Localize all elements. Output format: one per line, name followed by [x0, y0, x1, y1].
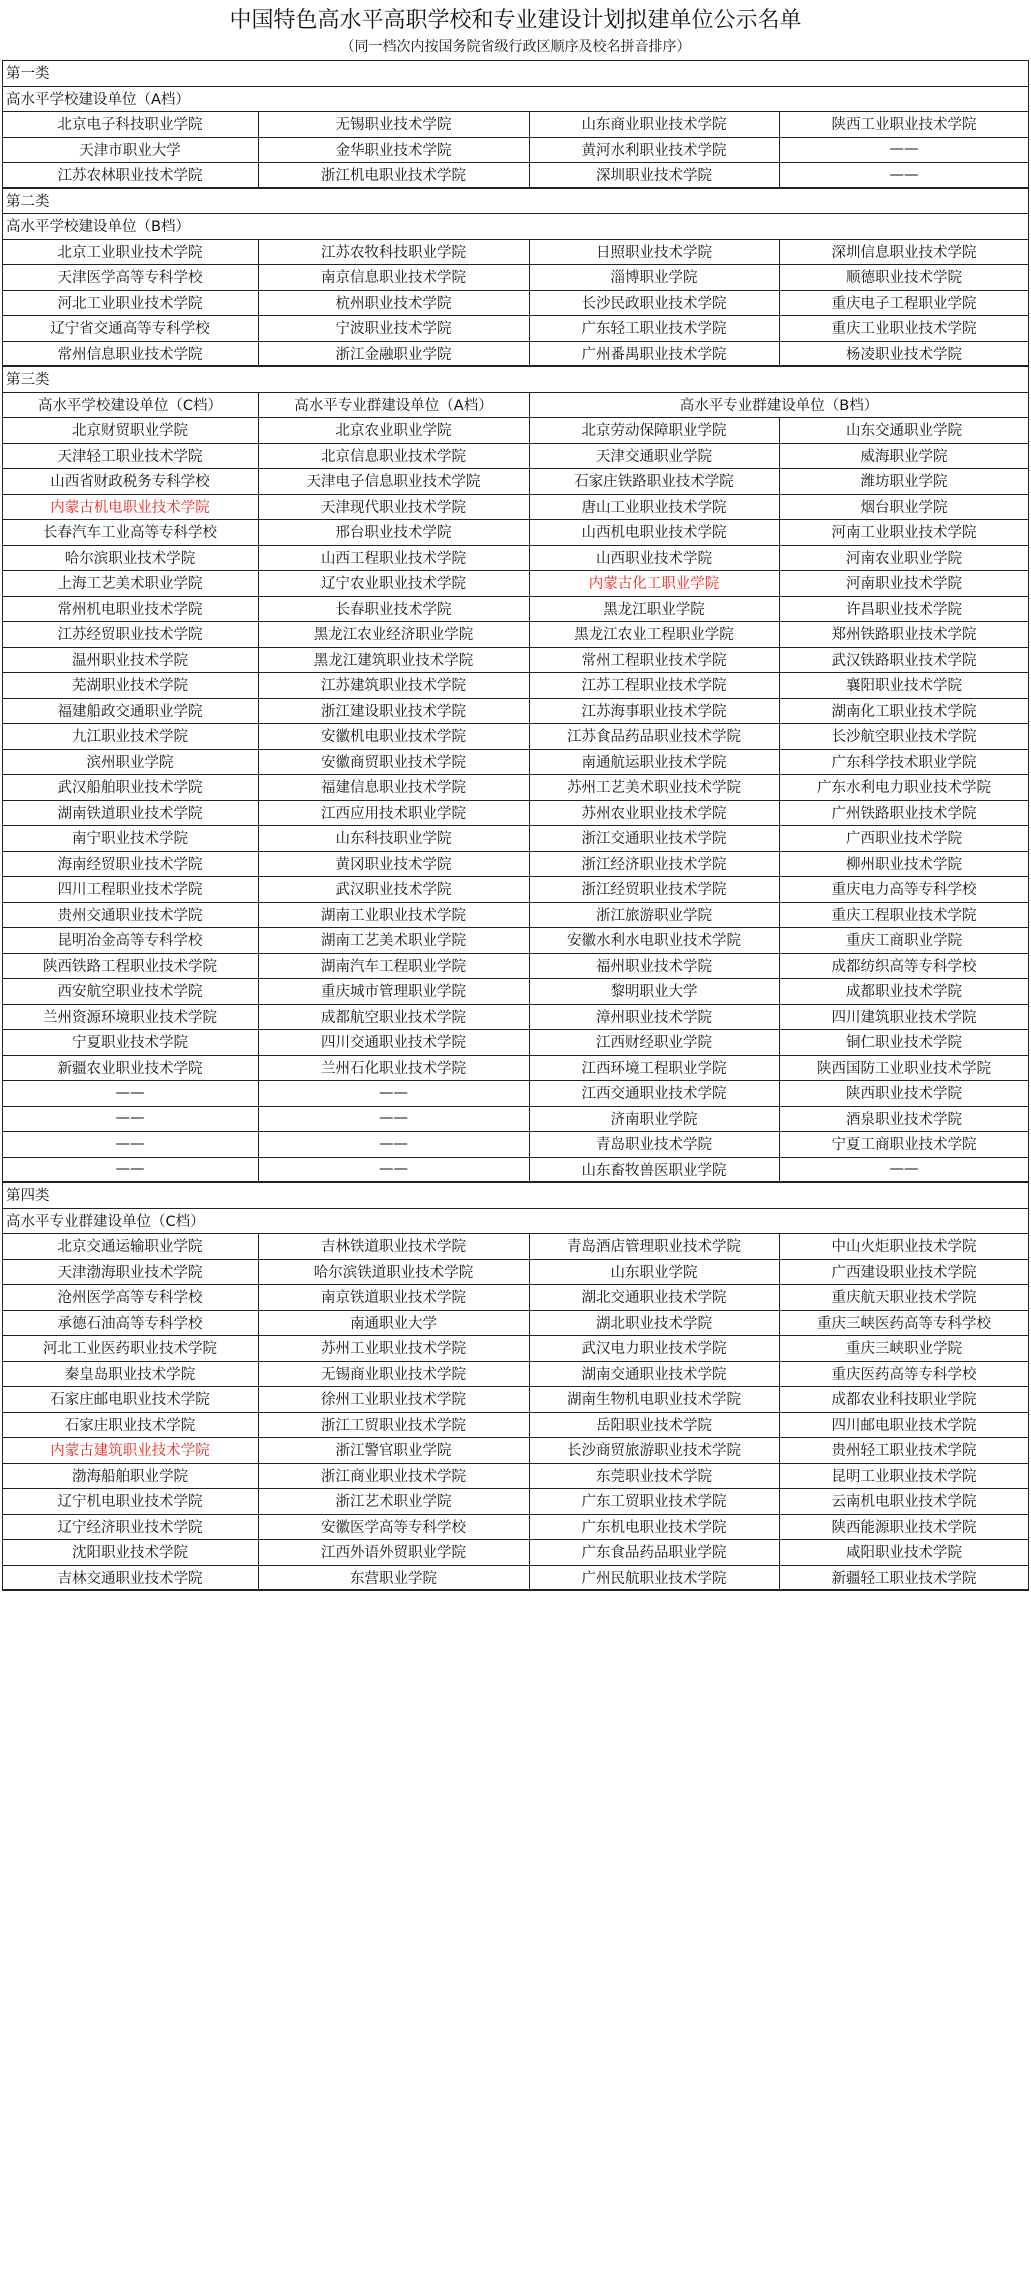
school-cell: 芜湖职业技术学院	[72, 678, 188, 695]
school-cell: 重庆城市管理职业学院	[321, 984, 466, 1001]
school-cell: 石家庄邮电职业技术学院	[50, 1392, 210, 1409]
school-cell: 烟台职业学院	[860, 499, 948, 516]
school-cell: 广州民航职业技术学院	[581, 1570, 727, 1587]
school-cell: 黑龙江建筑职业技术学院	[313, 652, 474, 669]
school-cell: 苏州工艺美术职业技术学院	[567, 780, 741, 797]
school-cell: 江苏食品药品职业技术学院	[567, 729, 741, 746]
school-cell: 四川建筑职业技术学院	[831, 1009, 977, 1026]
grid-line	[779, 1233, 780, 1590]
school-cell: 潍坊职业学院	[860, 474, 948, 491]
school-cell: 江苏农牧科技职业学院	[321, 244, 466, 261]
school-cell: 重庆电力高等专科学校	[831, 882, 977, 899]
school-cell: 沧州医学高等专科学校	[57, 1290, 203, 1307]
school-cell: 北京电子科技职业学院	[57, 117, 203, 134]
school-cell: 辽宁经济职业技术学院	[57, 1519, 203, 1536]
school-cell: 海南经贸职业技术学院	[57, 856, 203, 873]
school-cell: 金华职业技术学院	[335, 142, 452, 159]
school-cell: 石家庄铁路职业技术学院	[574, 474, 734, 491]
school-cell: 福建信息职业技术学院	[321, 780, 466, 797]
school-cell: 武汉职业技术学院	[335, 882, 452, 899]
school-cell: 四川邮电职业技术学院	[831, 1417, 977, 1434]
school-cell: 浙江警官职业学院	[335, 1443, 452, 1460]
empty-cell: ——	[115, 1110, 145, 1127]
school-cell: 长沙商贸旅游职业技术学院	[567, 1443, 741, 1460]
school-cell: 江西应用技术职业学院	[321, 805, 466, 822]
empty-cell: ——	[115, 1135, 145, 1152]
school-cell: 南京信息职业技术学院	[321, 270, 466, 287]
empty-cell: ——	[379, 1084, 408, 1101]
school-cell: 天津轻工职业技术学院	[57, 448, 203, 465]
school-cell: 重庆工业职业技术学院	[831, 321, 977, 338]
school-cell: 新疆农业职业技术学院	[57, 1060, 203, 1077]
school-cell: 浙江旅游职业学院	[596, 907, 712, 924]
school-cell: 杨凌职业技术学院	[846, 346, 962, 363]
school-cell: 成都职业技术学院	[846, 984, 962, 1001]
grid-line	[258, 1233, 259, 1590]
school-cell: 成都农业科技职业学院	[831, 1392, 977, 1409]
school-cell: 兰州石化职业技术学院	[321, 1060, 466, 1077]
school-cell: 浙江交通职业技术学院	[581, 831, 727, 848]
school-cell: 黄河水利职业技术学院	[581, 142, 727, 159]
school-cell: 北京交通运输职业学院	[57, 1239, 203, 1256]
school-cell: 广东轻工职业技术学院	[581, 321, 727, 338]
school-cell: 浙江机电职业技术学院	[321, 168, 466, 185]
school-cell: 江苏工程职业技术学院	[581, 678, 727, 695]
school-cell: 河南农业职业学院	[846, 550, 962, 567]
school-cell: 长沙航空职业技术学院	[831, 729, 977, 746]
school-cell: 天津渤海职业技术学院	[57, 1264, 203, 1281]
group-label: 高水平学校建设单位（B档）	[6, 219, 190, 236]
school-cell: 广西建设职业技术学院	[831, 1264, 977, 1281]
school-cell: 南宁职业技术学院	[72, 831, 188, 848]
school-cell: 南通航运职业技术学院	[581, 754, 727, 771]
school-cell: 哈尔滨职业技术学院	[64, 550, 196, 567]
school-cell: 天津现代职业技术学院	[321, 499, 466, 516]
school-cell: 成都航空职业技术学院	[321, 1009, 466, 1026]
empty-cell: ——	[379, 1135, 408, 1152]
school-cell: 湖南交通职业技术学院	[581, 1366, 727, 1383]
school-cell: 福州职业技术学院	[596, 958, 712, 975]
school-cell: 秦皇岛职业技术学院	[64, 1366, 196, 1383]
column-header: 高水平专业群建设单位（B档）	[679, 397, 879, 414]
school-cell: 江苏经贸职业技术学院	[57, 627, 203, 644]
school-cell: 苏州农业职业技术学院	[581, 805, 727, 822]
school-cell: 江西外语外贸职业学院	[321, 1545, 466, 1562]
school-cell: 山东科技职业学院	[335, 831, 452, 848]
grid-line	[258, 111, 259, 188]
school-cell: 中山火炬职业技术学院	[831, 1239, 977, 1256]
page-title: 中国特色高水平高职学校和专业建设计划拟建单位公示名单	[229, 8, 802, 33]
school-cell: 湖南生物机电职业技术学院	[567, 1392, 741, 1409]
empty-cell: ——	[379, 1161, 408, 1178]
group-label: 高水平学校建设单位（A档）	[6, 91, 190, 108]
school-cell: 吉林铁道职业技术学院	[321, 1239, 466, 1256]
school-cell: 东营职业学院	[350, 1570, 437, 1587]
school-cell: 昆明工业职业技术学院	[831, 1468, 977, 1485]
school-cell: 浙江经贸职业技术学院	[581, 882, 727, 899]
school-cell: 武汉铁路职业技术学院	[831, 652, 977, 669]
school-cell: 深圳信息职业技术学院	[831, 244, 977, 261]
school-cell: 九江职业技术学院	[72, 729, 188, 746]
school-cell: 广西职业技术学院	[846, 831, 962, 848]
school-cell: 重庆电子工程职业学院	[831, 295, 977, 312]
school-cell: 陕西职业技术学院	[846, 1086, 962, 1103]
school-cell: 四川工程职业技术学院	[57, 882, 203, 899]
school-cell: 安徽医学高等专科学校	[321, 1519, 466, 1536]
school-cell: 重庆工商职业学院	[846, 933, 962, 950]
grid-line	[1028, 60, 1029, 1590]
school-cell: 山西职业技术学院	[596, 550, 712, 567]
school-cell: 黎明职业大学	[610, 984, 698, 1001]
category-label: 第三类	[6, 372, 50, 389]
school-cell: 河南职业技术学院	[846, 576, 962, 593]
school-cell: 北京农业职业学院	[335, 423, 452, 440]
school-cell: 昆明冶金高等专科学校	[57, 933, 203, 950]
school-cell: 长春职业技术学院	[335, 601, 452, 618]
school-cell: 湖南化工职业技术学院	[831, 703, 977, 720]
grid-line	[779, 417, 780, 1182]
column-header: 高水平学校建设单位（C档）	[37, 397, 223, 414]
school-cell: 内蒙古机电职业技术学院	[50, 499, 210, 516]
school-cell: 内蒙古化工职业学院	[588, 576, 720, 593]
grid-line	[529, 1233, 530, 1590]
school-cell: 河南工业职业技术学院	[831, 525, 977, 542]
school-cell: 江苏农林职业技术学院	[57, 168, 203, 185]
school-cell: 安徽商贸职业技术学院	[321, 754, 466, 771]
school-cell: 北京劳动保障职业学院	[581, 423, 727, 440]
grid-line	[779, 111, 780, 188]
school-cell: 内蒙古建筑职业技术学院	[50, 1443, 210, 1460]
school-cell: 山西省财政税务专科学校	[50, 474, 210, 491]
school-cell: 山西工程职业技术学院	[321, 550, 466, 567]
column-header: 高水平专业群建设单位（A档）	[294, 397, 493, 414]
school-cell: 日照职业技术学院	[596, 244, 712, 261]
grid-line	[258, 239, 259, 367]
empty-cell: ——	[889, 141, 919, 158]
page-subtitle: （同一档次内按国务院省级行政区顺序及校名拼音排序）	[340, 39, 691, 55]
school-cell: 南通职业大学	[350, 1315, 437, 1332]
school-cell: 吉林交通职业技术学院	[57, 1570, 203, 1587]
school-cell: 江苏建筑职业技术学院	[321, 678, 466, 695]
school-cell: 无锡商业职业技术学院	[321, 1366, 466, 1383]
school-cell: 陕西铁路工程职业技术学院	[43, 958, 217, 975]
school-cell: 深圳职业技术学院	[596, 168, 712, 185]
school-cell: 安徽机电职业技术学院	[321, 729, 466, 746]
empty-cell: ——	[889, 166, 919, 183]
school-cell: 铜仁职业技术学院	[846, 1035, 962, 1052]
school-cell: 广东科学技术职业学院	[831, 754, 977, 771]
school-cell: 天津电子信息职业技术学院	[306, 474, 481, 491]
school-cell: 天津交通职业学院	[596, 448, 712, 465]
school-cell: 河北工业医药职业技术学院	[43, 1341, 217, 1358]
school-cell: 长沙民政职业技术学院	[581, 295, 727, 312]
school-cell: 山东职业学院	[610, 1264, 698, 1281]
school-cell: 广东机电职业技术学院	[581, 1519, 727, 1536]
grid-line	[529, 417, 530, 1182]
school-cell: 浙江艺术职业学院	[335, 1494, 452, 1511]
school-cell: 湖南工业职业技术学院	[321, 907, 466, 924]
school-cell: 淄博职业学院	[610, 270, 698, 287]
grid-line	[258, 417, 259, 1182]
school-cell: 武汉电力职业技术学院	[581, 1341, 727, 1358]
school-cell: 福建船政交通职业学院	[57, 703, 203, 720]
school-cell: 顺德职业技术学院	[846, 270, 962, 287]
school-cell: 常州信息职业技术学院	[57, 346, 203, 363]
school-cell: 徐州工业职业技术学院	[321, 1392, 466, 1409]
school-cell: 黑龙江农业经济职业学院	[313, 627, 474, 644]
school-cell: 许昌职业技术学院	[846, 601, 962, 618]
group-label: 高水平专业群建设单位（C档）	[6, 1213, 205, 1230]
school-cell: 青岛酒店管理职业技术学院	[567, 1239, 741, 1256]
grid-line	[529, 392, 530, 418]
school-cell: 广州铁路职业技术学院	[831, 805, 977, 822]
school-cell: 渤海船舶职业学院	[72, 1468, 188, 1485]
school-cell: 柳州职业技术学院	[846, 856, 962, 873]
school-cell: 山东商业职业技术学院	[581, 117, 727, 134]
school-cell: 酒泉职业技术学院	[846, 1111, 962, 1128]
school-cell: 陕西能源职业技术学院	[831, 1519, 977, 1536]
school-cell: 贵州交通职业技术学院	[57, 907, 203, 924]
school-cell: 浙江工贸职业技术学院	[321, 1417, 466, 1434]
school-cell: 邢台职业技术学院	[335, 525, 452, 542]
school-cell: 湖南汽车工程职业学院	[321, 958, 466, 975]
empty-cell: ——	[115, 1084, 145, 1101]
school-cell: 浙江金融职业学院	[335, 346, 452, 363]
school-cell: 常州机电职业技术学院	[57, 601, 203, 618]
school-cell: 青岛职业技术学院	[596, 1137, 712, 1154]
school-cell: 湖北交通职业技术学院	[581, 1290, 727, 1307]
school-cell: 天津市职业大学	[79, 142, 181, 159]
school-cell: 岳阳职业技术学院	[596, 1417, 712, 1434]
school-cell: 北京财贸职业学院	[72, 423, 188, 440]
school-cell: 广东工贸职业技术学院	[581, 1494, 727, 1511]
school-cell: 黑龙江职业学院	[603, 601, 705, 618]
school-cell: 北京信息职业技术学院	[321, 448, 466, 465]
school-cell: 唐山工业职业技术学院	[581, 499, 727, 516]
school-cell: 辽宁省交通高等专科学校	[50, 321, 210, 338]
school-cell: 苏州工业职业技术学院	[321, 1341, 466, 1358]
school-cell: 浙江商业职业技术学院	[321, 1468, 466, 1485]
grid-line	[779, 239, 780, 367]
school-cell: 石家庄职业技术学院	[64, 1417, 196, 1434]
school-cell: 重庆工程职业技术学院	[831, 907, 977, 924]
school-cell: 哈尔滨铁道职业技术学院	[313, 1264, 474, 1281]
school-cell: 浙江经济职业技术学院	[581, 856, 727, 873]
school-cell: 安徽水利水电职业技术学院	[567, 933, 741, 950]
school-cell: 辽宁农业职业技术学院	[321, 576, 466, 593]
school-cell: 广东水利电力职业技术学院	[817, 780, 991, 797]
school-cell: 湖北职业技术学院	[596, 1315, 712, 1332]
grid-line	[258, 392, 259, 418]
school-cell: 山东畜牧兽医职业学院	[581, 1162, 727, 1179]
school-cell: 成都纺织高等专科学校	[831, 958, 977, 975]
school-cell: 四川交通职业技术学院	[321, 1035, 466, 1052]
school-cell: 浙江建设职业技术学院	[321, 703, 466, 720]
school-cell: 广东食品药品职业学院	[581, 1545, 727, 1562]
school-cell: 陕西工业职业技术学院	[831, 117, 977, 134]
school-cell: 东莞职业技术学院	[596, 1468, 712, 1485]
school-cell: 长春汽车工业高等专科学校	[43, 525, 217, 542]
empty-cell: ——	[889, 1161, 919, 1178]
school-cell: 沈阳职业技术学院	[72, 1545, 188, 1562]
school-cell: 滨州职业学院	[86, 754, 174, 771]
school-cell: 黑龙江农业工程职业学院	[574, 627, 734, 644]
empty-cell: ——	[115, 1161, 145, 1178]
school-cell: 杭州职业技术学院	[335, 295, 452, 312]
school-cell: 黄冈职业技术学院	[335, 856, 452, 873]
category-label: 第四类	[6, 1188, 50, 1205]
school-cell: 天津医学高等专科学校	[57, 270, 203, 287]
school-cell: 新疆轻工职业技术学院	[831, 1570, 977, 1587]
school-cell: 河北工业职业技术学院	[57, 295, 203, 312]
school-cell: 南京铁道职业技术学院	[321, 1290, 466, 1307]
school-cell: 云南机电职业技术学院	[831, 1494, 977, 1511]
school-cell: 威海职业学院	[860, 448, 948, 465]
school-cell: 重庆三峡职业学院	[846, 1341, 962, 1358]
school-cell: 北京工业职业技术学院	[57, 244, 203, 261]
school-cell: 江西环境工程职业学院	[581, 1060, 727, 1077]
school-cell: 无锡职业技术学院	[335, 117, 452, 134]
school-cell: 湖南工艺美术职业学院	[321, 933, 466, 950]
school-cell: 贵州轻工职业技术学院	[831, 1443, 977, 1460]
school-cell: 辽宁机电职业技术学院	[57, 1494, 203, 1511]
school-cell: 宁夏职业技术学院	[72, 1035, 188, 1052]
school-cell: 山西机电职业技术学院	[581, 525, 727, 542]
category-label: 第一类	[6, 66, 50, 83]
school-cell: 江西财经职业学院	[596, 1035, 712, 1052]
school-cell: 湖南铁道职业技术学院	[57, 805, 203, 822]
category-label: 第二类	[6, 193, 50, 210]
school-cell: 宁夏工商职业技术学院	[831, 1137, 977, 1154]
school-cell: 江苏海事职业技术学院	[581, 703, 727, 720]
school-cell: 重庆三峡医药高等专科学校	[817, 1315, 991, 1332]
school-cell: 上海工艺美术职业学院	[57, 576, 203, 593]
school-cell: 兰州资源环境职业技术学院	[43, 1009, 217, 1026]
school-cell: 襄阳职业技术学院	[846, 678, 962, 695]
school-cell: 常州工程职业技术学院	[581, 652, 727, 669]
school-cell: 宁波职业技术学院	[335, 321, 452, 338]
school-cell: 重庆医药高等专科学校	[831, 1366, 977, 1383]
grid-line	[2, 60, 3, 1590]
school-cell: 陕西国防工业职业技术学院	[817, 1060, 991, 1077]
school-cell: 济南职业学院	[610, 1111, 698, 1128]
school-cell: 漳州职业技术学院	[596, 1009, 712, 1026]
grid-line	[2, 1589, 1029, 1591]
school-cell: 西安航空职业技术学院	[57, 984, 203, 1001]
school-cell: 咸阳职业技术学院	[846, 1545, 962, 1562]
grid-line	[529, 239, 530, 367]
grid-line	[529, 111, 530, 188]
school-cell: 重庆航天职业技术学院	[831, 1290, 977, 1307]
school-cell: 江西交通职业技术学院	[581, 1086, 727, 1103]
school-cell: 温州职业技术学院	[72, 652, 188, 669]
empty-cell: ——	[379, 1110, 408, 1127]
school-cell: 郑州铁路职业技术学院	[831, 627, 977, 644]
school-cell: 广州番禺职业技术学院	[581, 346, 727, 363]
school-cell: 武汉船舶职业技术学院	[57, 780, 203, 797]
school-cell: 承德石油高等专科学校	[57, 1315, 203, 1332]
school-cell: 山东交通职业学院	[846, 423, 962, 440]
